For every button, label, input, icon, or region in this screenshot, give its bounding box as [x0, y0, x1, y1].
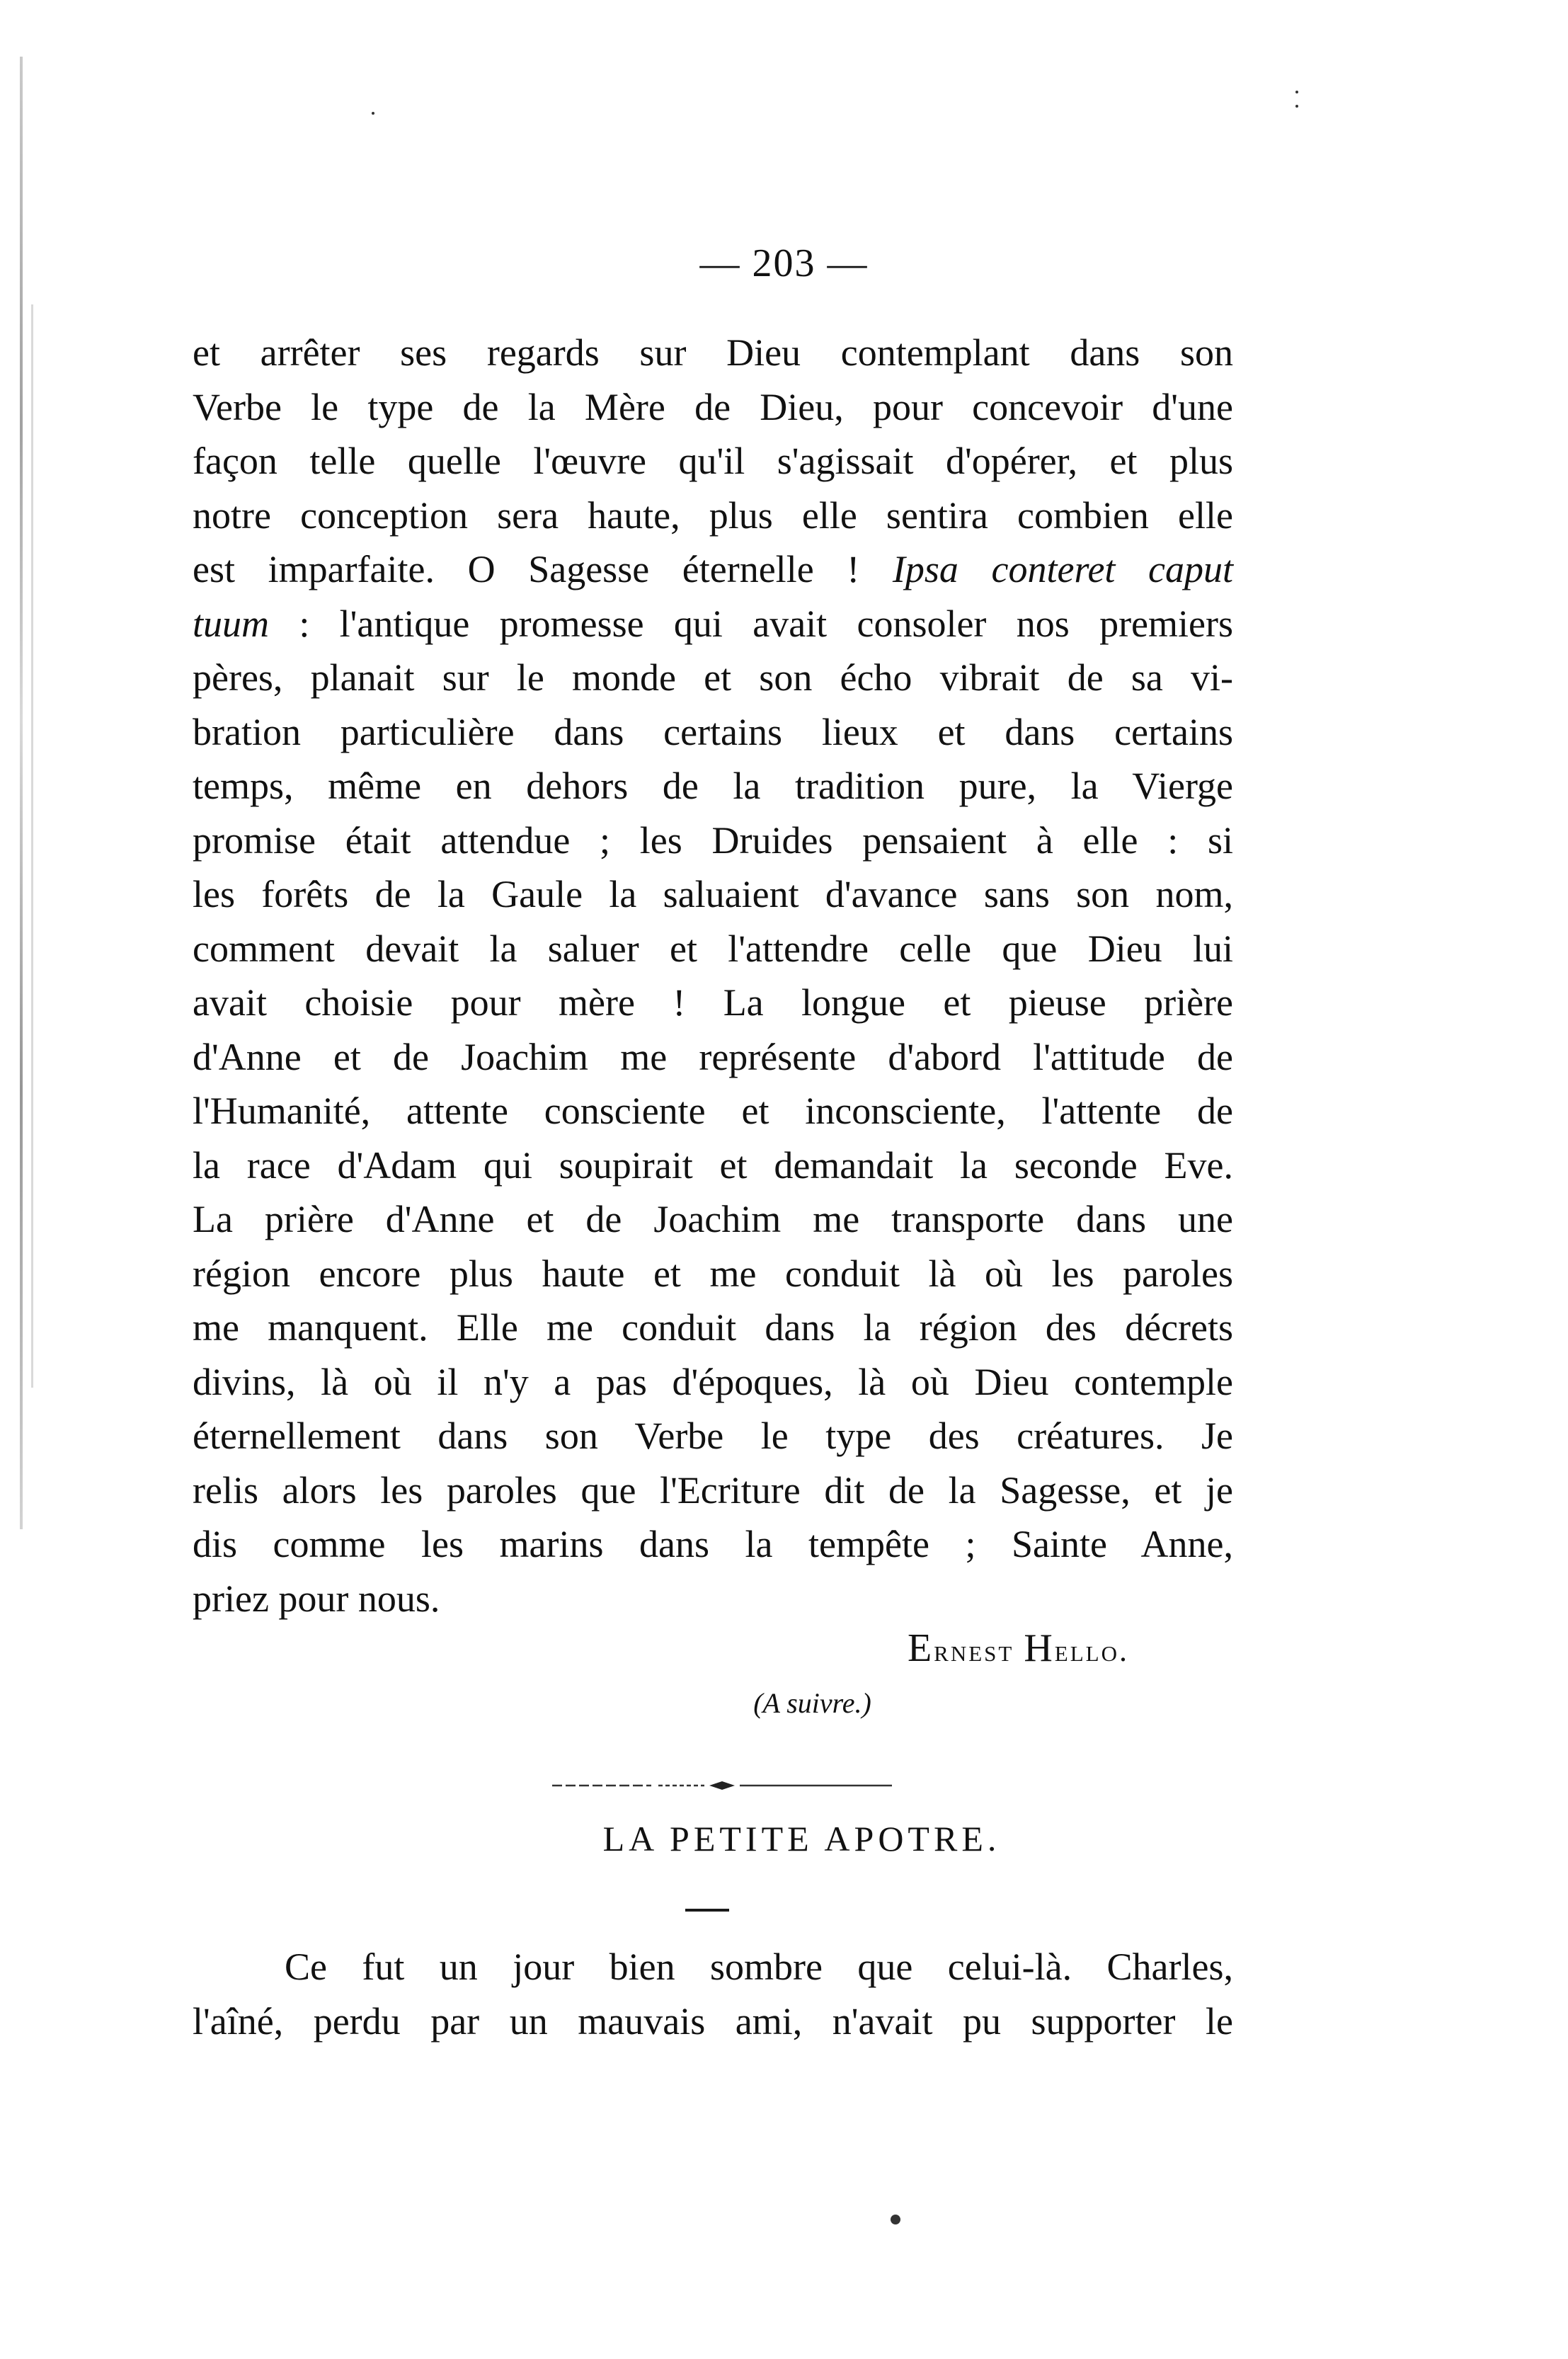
essay-line: temps, même en dehors de la tradition pure, la Vierge	[193, 765, 1233, 807]
title-rule	[685, 1909, 729, 1912]
essay-line: les forêts de la Gaule la saluaient d'avance sans son nom,	[193, 873, 1233, 915]
page-number: — 203 —	[699, 241, 869, 285]
essay-line: La prière d'Anne et de Joachim me transporte dans une	[193, 1198, 1233, 1240]
essay-line: me manquent. Elle me conduit dans la région des décrets	[193, 1306, 1233, 1349]
page-edge-shadow-inner	[31, 304, 33, 1388]
section-divider-ornament	[552, 1778, 892, 1793]
essay-line-text: : l'antique promesse qui avait consoler nos premiers	[269, 602, 1233, 645]
signature-text: rnest	[934, 1633, 1014, 1668]
essay-line: dis comme les marins dans la tempête ; Sainte Anne,	[193, 1523, 1233, 1565]
essay-line: pères, planait sur le monde et son écho vibrait de sa vi-	[193, 656, 1233, 699]
essay-line: façon telle quelle l'œuvre qu'il s'agissait d'opérer, et plus	[193, 440, 1233, 482]
essay-line: comment devait la saluer et l'attendre celle que Dieu lui	[193, 927, 1233, 970]
ink-speck	[372, 112, 374, 115]
essay-line-text: est imparfaite. O Sagesse éternelle !	[193, 548, 860, 590]
latin-quote: Ipsa conteret caput	[892, 548, 1234, 590]
essay-line	[193, 597, 1233, 651]
essay-line	[193, 542, 1233, 597]
essay-line: bration particulière dans certains lieux et dans certains	[193, 710, 1233, 753]
essay-line: divins, là où il n'y a pas d'époques, là où Dieu contemple	[193, 1360, 1233, 1403]
article-body	[193, 1940, 1233, 2048]
signature-initial: E	[907, 1626, 934, 1670]
essay-line: éternellement dans son Verbe le type des créatures. Je	[193, 1415, 1233, 1457]
essay-body	[193, 326, 1233, 1626]
essay-line: Verbe le type de la Mère de Dieu, pour concevoir d'une	[193, 385, 1233, 428]
essay-line: et arrêter ses regards sur Dieu contemplant dans son	[193, 331, 1233, 374]
author-signature	[908, 1626, 1129, 1671]
signature-initial: H	[1024, 1626, 1055, 1670]
ink-speck	[891, 2215, 900, 2224]
article-line: l'aîné, perdu par un mauvais ami, n'avait pu supporter le	[193, 1999, 1233, 2043]
article-title: LA PETITE APOTRE.	[602, 1819, 1001, 1858]
signature-text: ello.	[1054, 1633, 1129, 1668]
ink-speck	[1295, 91, 1298, 93]
essay-line: la race d'Adam qui soupirait et demandait la seconde Eve.	[193, 1143, 1233, 1187]
essay-line: l'Humanité, attente consciente et inconsciente, l'attente de	[193, 1090, 1233, 1132]
latin-quote-end: tuum	[193, 602, 269, 645]
essay-line: région encore plus haute et me conduit là où les paroles	[193, 1252, 1233, 1295]
ink-speck	[1295, 105, 1298, 108]
essay-line: relis alors les paroles que l'Ecriture dit de la Sagesse, et je	[193, 1468, 1233, 1512]
continuation-note: (A suivre.)	[753, 1687, 871, 1719]
essay-line: priez pour nous.	[193, 1577, 440, 1620]
essay-line: promise était attendue ; les Druides pensaient à elle : si	[193, 818, 1233, 862]
essay-line: avait choisie pour mère ! La longue et pieuse prière	[193, 981, 1233, 1024]
article-line: Ce fut un jour bien sombre que celui-là. Charles,	[285, 1946, 1233, 1988]
essay-line: d'Anne et de Joachim me représente d'abord l'attitude de	[193, 1035, 1233, 1078]
essay-line: notre conception sera haute, plus elle sentira combien elle	[193, 493, 1233, 537]
